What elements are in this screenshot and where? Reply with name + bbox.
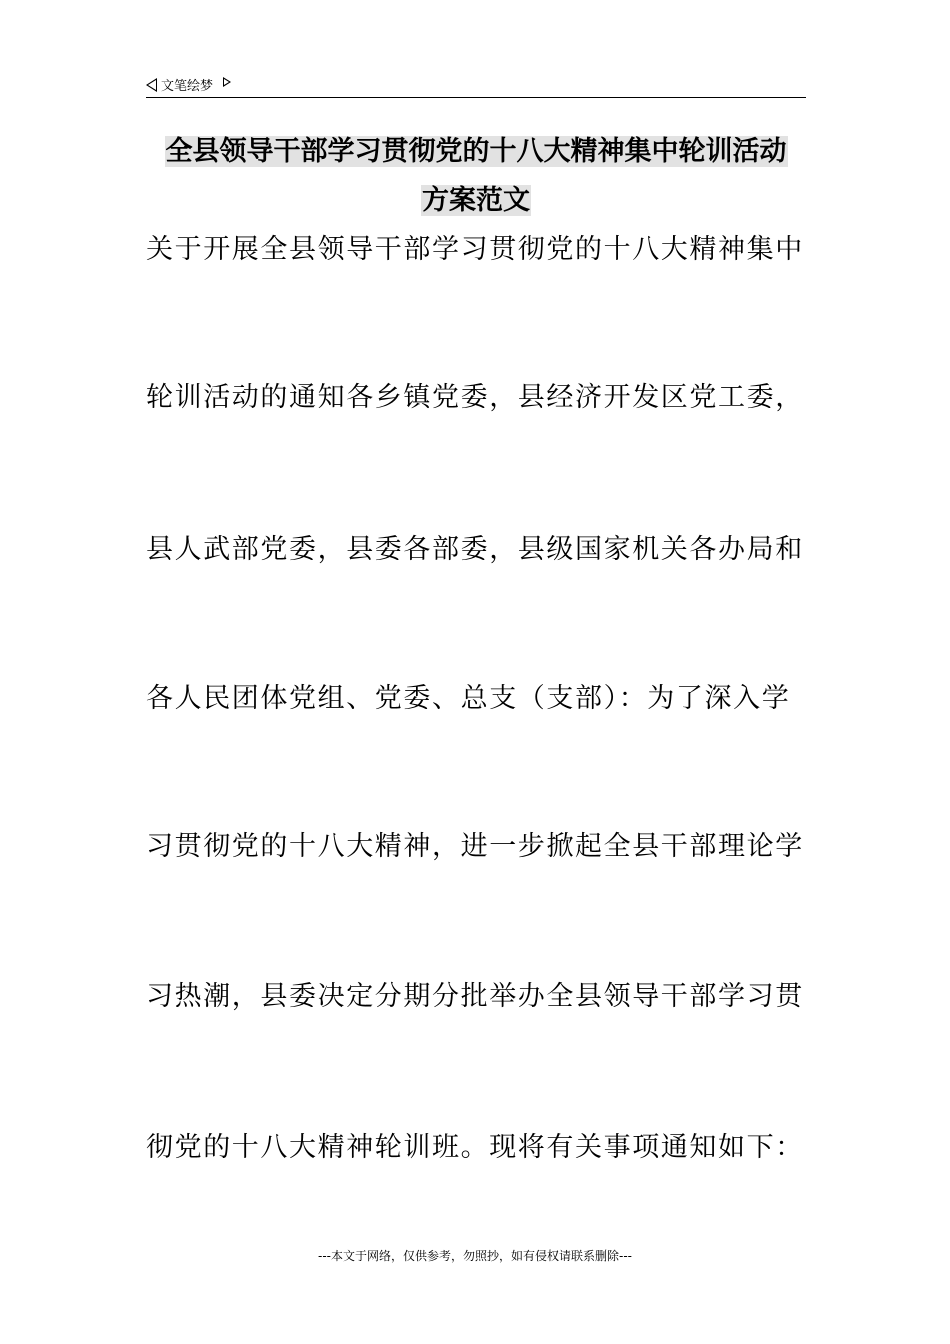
brand-text: 文笔绘梦 <box>161 79 214 94</box>
document-title-line-2 <box>146 181 806 221</box>
title-text-2: 方案范文 <box>422 185 530 216</box>
document-title-line-1 <box>146 132 806 172</box>
triangle-right-icon <box>223 77 231 87</box>
body-line: 习贯彻党的十八大精神，进一步掀起全县干部理论学 <box>146 831 804 862</box>
triangle-left-icon <box>146 78 157 92</box>
page-header <box>146 73 806 98</box>
body-line: 彻党的十八大精神轮训班。现将有关事项通知如下： <box>146 1132 804 1163</box>
body-line: 习热潮，县委决定分期分批举办全县领导干部学习贯 <box>146 981 804 1012</box>
footer-notice: ---本文于网络，仅供参考，勿照抄，如有侵权请联系删除--- <box>318 1249 632 1263</box>
title-text-1: 全县领导干部学习贯彻党的十八大精神集中轮训活动 <box>165 136 787 167</box>
body-line: 轮训活动的通知各乡镇党委，县经济开发区党工委， <box>146 382 804 413</box>
body-line: 各人民团体党组、党委、总支（支部）：为了深入学 <box>146 683 791 714</box>
body-line: 关于开展全县领导干部学习贯彻党的十八大精神集中 <box>146 234 804 265</box>
body-line: 县人武部党委，县委各部委，县级国家机关各办局和 <box>146 534 804 565</box>
header-brand <box>146 75 231 94</box>
